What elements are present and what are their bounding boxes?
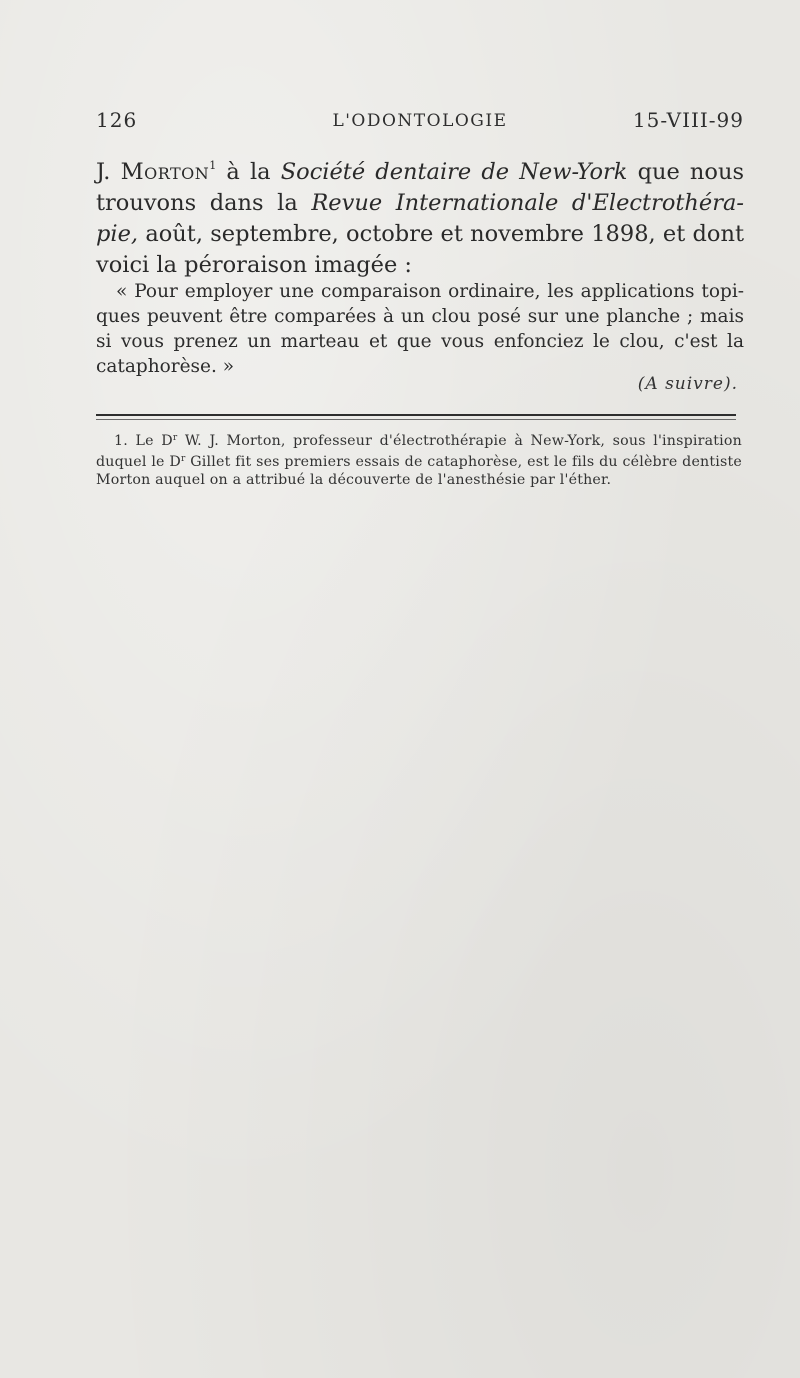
footnote-number: 1.	[114, 433, 128, 449]
footnote	[96, 430, 742, 489]
author-name: Morton	[120, 159, 210, 185]
text-segment: Gillet fit ses premiers essais de cataphorèse, est le fils du célèbre dentiste Morton auquel on a attribué la découverte de l'anesthésie par l'éther.	[96, 453, 743, 488]
footnote-separator	[96, 414, 736, 416]
text-segment: que nous trouvons dans la	[96, 159, 745, 216]
body-paragraph	[96, 150, 744, 281]
footnote-separator-thin	[96, 419, 736, 420]
text-segment: W. J. Morton, professeur d'électrothérapie à New-York, sous l'inspiration duquel le D	[96, 433, 742, 470]
issue-date: 15-VIII-99	[632, 108, 744, 132]
footnote-reference: 1	[209, 159, 217, 172]
society-name: Société dentaire de New-York	[280, 159, 628, 185]
text-segment: Le D	[127, 433, 173, 449]
journal-name: Revue Internationale d'Electrothérapie,	[96, 190, 744, 247]
superscript: r	[172, 433, 178, 443]
running-header	[96, 108, 744, 144]
to-be-continued: (A suivre).	[637, 374, 738, 394]
superscript: r	[181, 453, 186, 464]
journal-title: L'ODONTOLOGIE	[332, 111, 508, 131]
author-initial: J.	[96, 159, 111, 185]
text-segment: août, septembre, octobre et novembre 1898, et dont voici la péroraison imagée :	[96, 221, 744, 278]
quotation: « Pour employer une comparaison ordinaire, les applications topiques peuvent être comparées à un clou posé sur une planche ; mais si vous prenez un marteau et que vous enfonciez le clou, c'est la cataphorèse. »	[96, 281, 744, 377]
page-number: 126	[96, 108, 138, 132]
text-segment: à la	[216, 159, 281, 185]
